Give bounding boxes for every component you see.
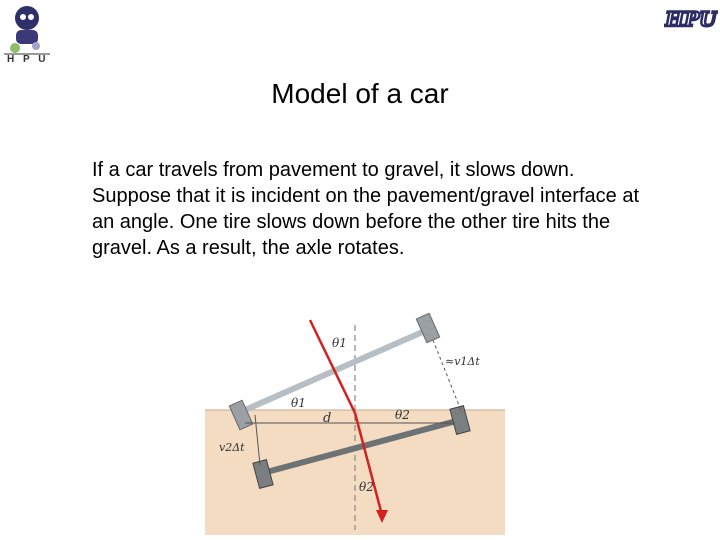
v2dt-label: v2Δt — [219, 441, 245, 454]
slide-body-text: If a car travels from pavement to gravel, it slows down. Suppose that it is incident on the pavement/gravel interface at an angle. One tire slows down before the other tire hits the gravel. As a result, the axle rotates. — [92, 159, 640, 259]
v1dt-label: ≈v1Δt — [445, 355, 480, 368]
v1dt-guide — [433, 340, 462, 413]
d-label: d — [323, 411, 332, 426]
upper-right-tire — [416, 313, 439, 342]
theta2-mid-label: θ2 — [395, 408, 410, 422]
hpu-script-logo — [664, 2, 718, 36]
theta1-mid-label: θ1 — [291, 396, 306, 410]
car-axle-diagram — [205, 305, 505, 535]
hpu-script-text: HPU — [665, 7, 717, 31]
slide-title: Model of a car — [271, 78, 449, 109]
theta1-top-label: θ1 — [332, 336, 347, 350]
hpu-mascot-logo — [2, 2, 52, 68]
theta2-bottom-label: θ2 — [359, 480, 374, 494]
hpu-letters: H P U — [7, 54, 49, 65]
